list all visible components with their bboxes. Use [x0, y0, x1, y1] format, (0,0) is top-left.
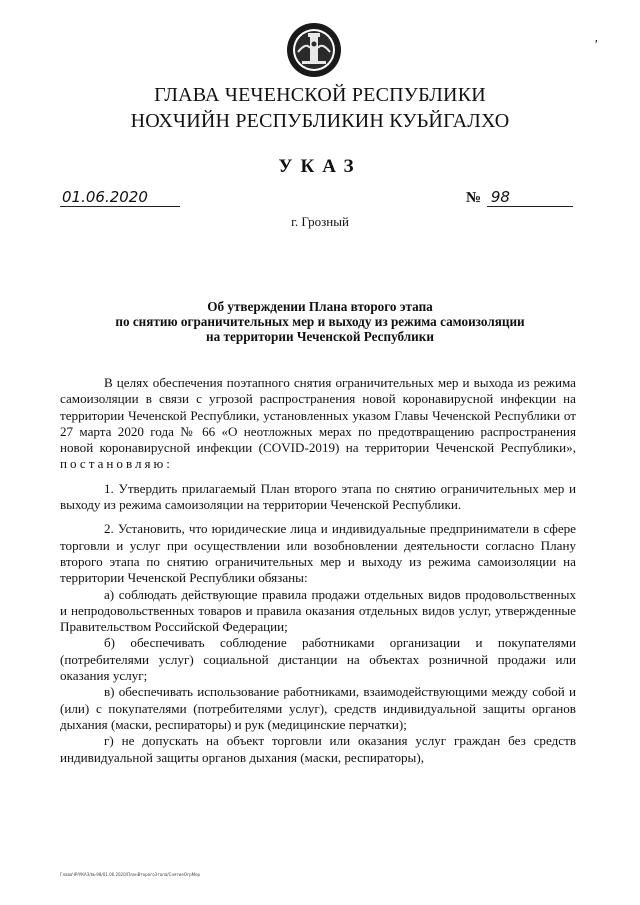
decree-number: 98 — [487, 188, 573, 207]
number-sign: № — [466, 190, 482, 206]
decree-subject — [60, 299, 580, 344]
clause-2: 2. Установить, что юридические лица и индивидуальные предприниматели в сфере торговли и услуг при осуществлении или возобновлении деятельности согласно Плану второго этапа по снятию ограничительных мер и выходу из режима самоизоляции на территории Чеченской Республики обязаны: — [60, 521, 576, 586]
footer-code: ГлаваЧР/УКАЗ/№-98/01.06.2020/ПланВторогоЭтапа/СнятиеОгрМер — [60, 872, 201, 877]
clause-2a: а) соблюдать действующие правила продажи отдельных видов продовольственных и непродовольственных товаров и правила оказания отдельных видов услуг, утвержденные Правительством Российской Федерации; — [60, 586, 576, 635]
subject-line-3: на территории Чеченской Республики — [206, 329, 434, 344]
decree-title: УКАЗ — [278, 156, 362, 177]
clause-1: 1. Утвердить прилагаемый План второго этапа по снятию ограничительных мер и выходу из режима самоизоляции на территории Чеченской Республики. — [60, 480, 576, 513]
preamble-text: В целях обеспечения поэтапного снятия ограничительных мер и выхода из режима самоизоляции в связи с угрозой распространения новой коронавирусной инфекции на территории Чеченской Республики, установленных указом Главы Чеченской Республики от 27 марта 2020 года № 66 «О неотложных мерах по предотвращению распространения новой коронавирусной инфекции (COVID-2019) на территории Чеченской Республики», — [60, 375, 576, 456]
subject-line-1: Об утверждении Плана второго этапа — [207, 299, 433, 314]
header-title-ru: ГЛАВА ЧЕЧЕНСКОЙ РЕСПУБЛИКИ — [154, 84, 486, 106]
clause-2b: б) обеспечивать соблюдение работниками организации и покупателями (потребителями услуг) социальной дистанции на объектах розничной продажи или оказания услуг; — [60, 635, 576, 684]
preamble-paragraph — [60, 375, 576, 473]
corner-mark: ' — [594, 38, 597, 53]
decree-city: г. Грозный — [291, 214, 349, 229]
header-title-ce: НОХЧИЙН РЕСПУБЛИКИН КУЬЙГАЛХО — [130, 110, 510, 132]
decree-word: постановляю: — [60, 456, 173, 472]
coat-of-arms-emblem — [286, 22, 342, 78]
clause-2g: г) не допускать на объект торговли или оказания услуг граждан без средств индивидуальной защиты органов дыхания (маски, респираторы), — [60, 733, 576, 765]
decree-date: 01.06.2020 — [60, 188, 180, 207]
decree-number-block — [466, 188, 573, 206]
decree-body — [60, 375, 576, 766]
subject-line-2: по снятию ограничительных мер и выходу из режима самоизоляции — [115, 314, 525, 329]
clause-2v: в) обеспечивать использование работниками, взаимодействующими между собой и (или) с покупателями (потребителями услуг), средств индивидуальной защиты органов дыхания (маски, респираторы) и рук (медицинские перчатки); — [60, 684, 576, 732]
